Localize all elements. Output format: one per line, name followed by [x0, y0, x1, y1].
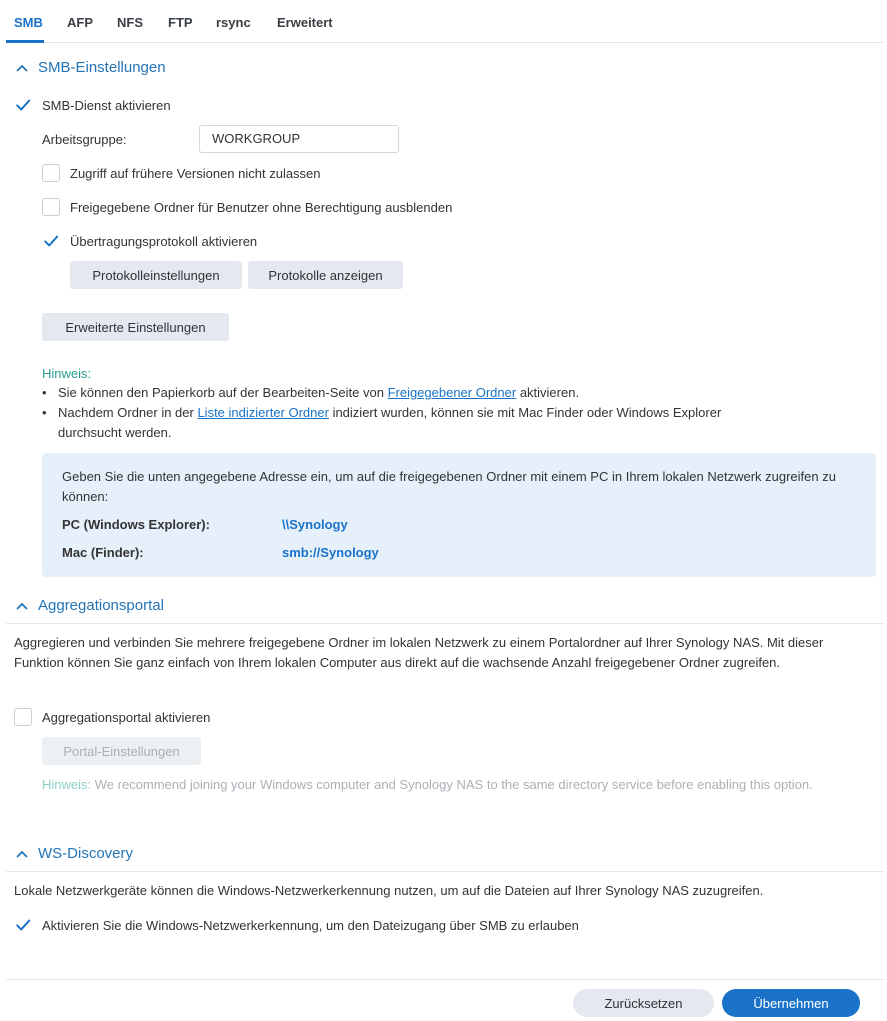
hint1-prefix: Sie können den Papierkorb auf der Bearbeiten-Seite von: [58, 385, 388, 400]
smb-enable-label: SMB-Dienst aktivieren: [42, 97, 171, 113]
section-wsd-title: WS-Discovery: [38, 845, 134, 862]
reset-button[interactable]: Zurücksetzen: [573, 989, 714, 1017]
hide-folders-row[interactable]: [42, 198, 452, 216]
wsd-enable-checkbox[interactable]: [14, 916, 32, 934]
aggregation-hint-title: Hinweis:: [42, 777, 92, 792]
aggregation-description: Aggregieren und verbinden Sie mehrere freigegebene Ordner im lokalen Netzwerk zu einem Portalordner auf Ihrer Synology NAS. Mit dieser Funktion können Sie ganz einfach von Ihrem lokalen Computer aus direkt auf die wachsende Anzahl freigegebener Ordner zugreifen.: [14, 635, 824, 670]
wsd-description: Lokale Netzwerkgeräte können die Windows-Netzwerkerkennung nutzen, um auf die Dateien auf Ihrer Synology NAS zuzugreifen.: [14, 883, 764, 898]
no-prev-versions-row[interactable]: [42, 164, 321, 182]
tab-afp[interactable]: AFP: [67, 15, 93, 30]
aggregation-hint-text: We recommend joining your Windows computer and Synology NAS to the same directory service before enabling this option.: [91, 777, 813, 792]
info-box-text: Geben Sie die unten angegebene Adresse ein, um auf die freigegebenen Ordner mit einem PC in Ihrem lokalen Netzwerk zugreifen zu können:: [62, 469, 836, 504]
hide-folders-label: Freigegebene Ordner für Benutzer ohne Berechtigung ausblenden: [70, 199, 453, 215]
network-address-info-box: [42, 453, 876, 577]
smb-enable-row[interactable]: [14, 96, 171, 114]
chevron-up-icon: [14, 598, 30, 614]
chevron-up-icon: [14, 60, 30, 76]
portal-settings-button[interactable]: Portal-Einstellungen: [42, 737, 201, 765]
active-tab-indicator: [6, 40, 44, 43]
transfer-log-row[interactable]: [42, 232, 257, 250]
hint2-suffix: indiziert wurden, können sie mit Mac Finder oder Windows Explorer: [328, 405, 722, 420]
aggregation-enable-row[interactable]: [14, 708, 210, 726]
tab-rsync[interactable]: rsync: [216, 15, 251, 30]
no-prev-versions-label: Zugriff auf frühere Versionen nicht zulassen: [70, 165, 321, 181]
section-aggregation-title: Aggregationsportal: [38, 597, 164, 614]
log-settings-button[interactable]: Protokolleinstellungen: [70, 261, 242, 289]
checkmark-icon: [15, 916, 31, 934]
checkmark-icon: [15, 96, 31, 114]
hint-bullet-index-line2: durchsucht werden.: [58, 425, 172, 440]
advanced-settings-button[interactable]: Erweiterte Einstellungen: [42, 313, 229, 341]
section-aggregation-header[interactable]: [14, 597, 164, 614]
footer-divider: [6, 979, 884, 980]
section-smb-header[interactable]: [14, 59, 166, 76]
tab-erweitert[interactable]: Erweitert: [277, 15, 333, 30]
mac-address-label: Mac (Finder):: [62, 545, 144, 560]
tab-ftp[interactable]: FTP: [168, 15, 193, 30]
workgroup-label: Arbeitsgruppe:: [42, 132, 127, 147]
transfer-log-label: Übertragungsprotokoll aktivieren: [70, 233, 258, 249]
hint1-suffix: aktivieren.: [516, 385, 580, 400]
hint-bullet-recycle: • Sie können den Papierkorb auf der Bearbeiten-Seite von Freigegebener Ordner aktivieren.: [42, 385, 580, 400]
checkmark-icon: [43, 232, 59, 250]
no-prev-versions-checkbox[interactable]: [42, 164, 60, 182]
section-divider: [6, 623, 884, 624]
section-wsd-header[interactable]: [14, 845, 133, 862]
show-logs-button[interactable]: Protokolle anzeigen: [248, 261, 403, 289]
pc-address-value: \\Synology: [282, 517, 348, 532]
tab-smb[interactable]: SMB: [14, 15, 43, 30]
mac-address-value: smb://Synology: [282, 545, 379, 560]
workgroup-input[interactable]: WORKGROUP: [199, 125, 399, 153]
aggregation-hint: [42, 775, 878, 795]
hide-folders-checkbox[interactable]: [42, 198, 60, 216]
hint-bullet-index: • Nachdem Ordner in der Liste indizierter Ordner indiziert wurden, können sie mit Mac Finder oder Windows Explorer: [42, 405, 722, 420]
indexed-folder-list-link[interactable]: Liste indizierter Ordner: [197, 405, 329, 420]
aggregation-enable-label: Aggregationsportal aktivieren: [42, 709, 211, 725]
chevron-up-icon: [14, 846, 30, 862]
wsd-enable-row[interactable]: [14, 916, 579, 934]
smb-enable-checkbox[interactable]: [14, 96, 32, 114]
tab-nfs[interactable]: NFS: [117, 15, 143, 30]
smb-hint-title: Hinweis:: [42, 366, 92, 381]
transfer-log-checkbox[interactable]: [42, 232, 60, 250]
section-divider: [6, 871, 884, 872]
pc-address-label: PC (Windows Explorer):: [62, 517, 210, 532]
shared-folder-link[interactable]: Freigegebener Ordner: [387, 385, 517, 400]
hint2-prefix: Nachdem Ordner in der: [58, 405, 198, 420]
wsd-enable-label: Aktivieren Sie die Windows-Netzwerkerkennung, um den Dateizugang über SMB zu erlauben: [42, 917, 579, 933]
apply-button[interactable]: Übernehmen: [722, 989, 860, 1017]
aggregation-enable-checkbox[interactable]: [14, 708, 32, 726]
section-smb-title: SMB-Einstellungen: [38, 59, 166, 76]
